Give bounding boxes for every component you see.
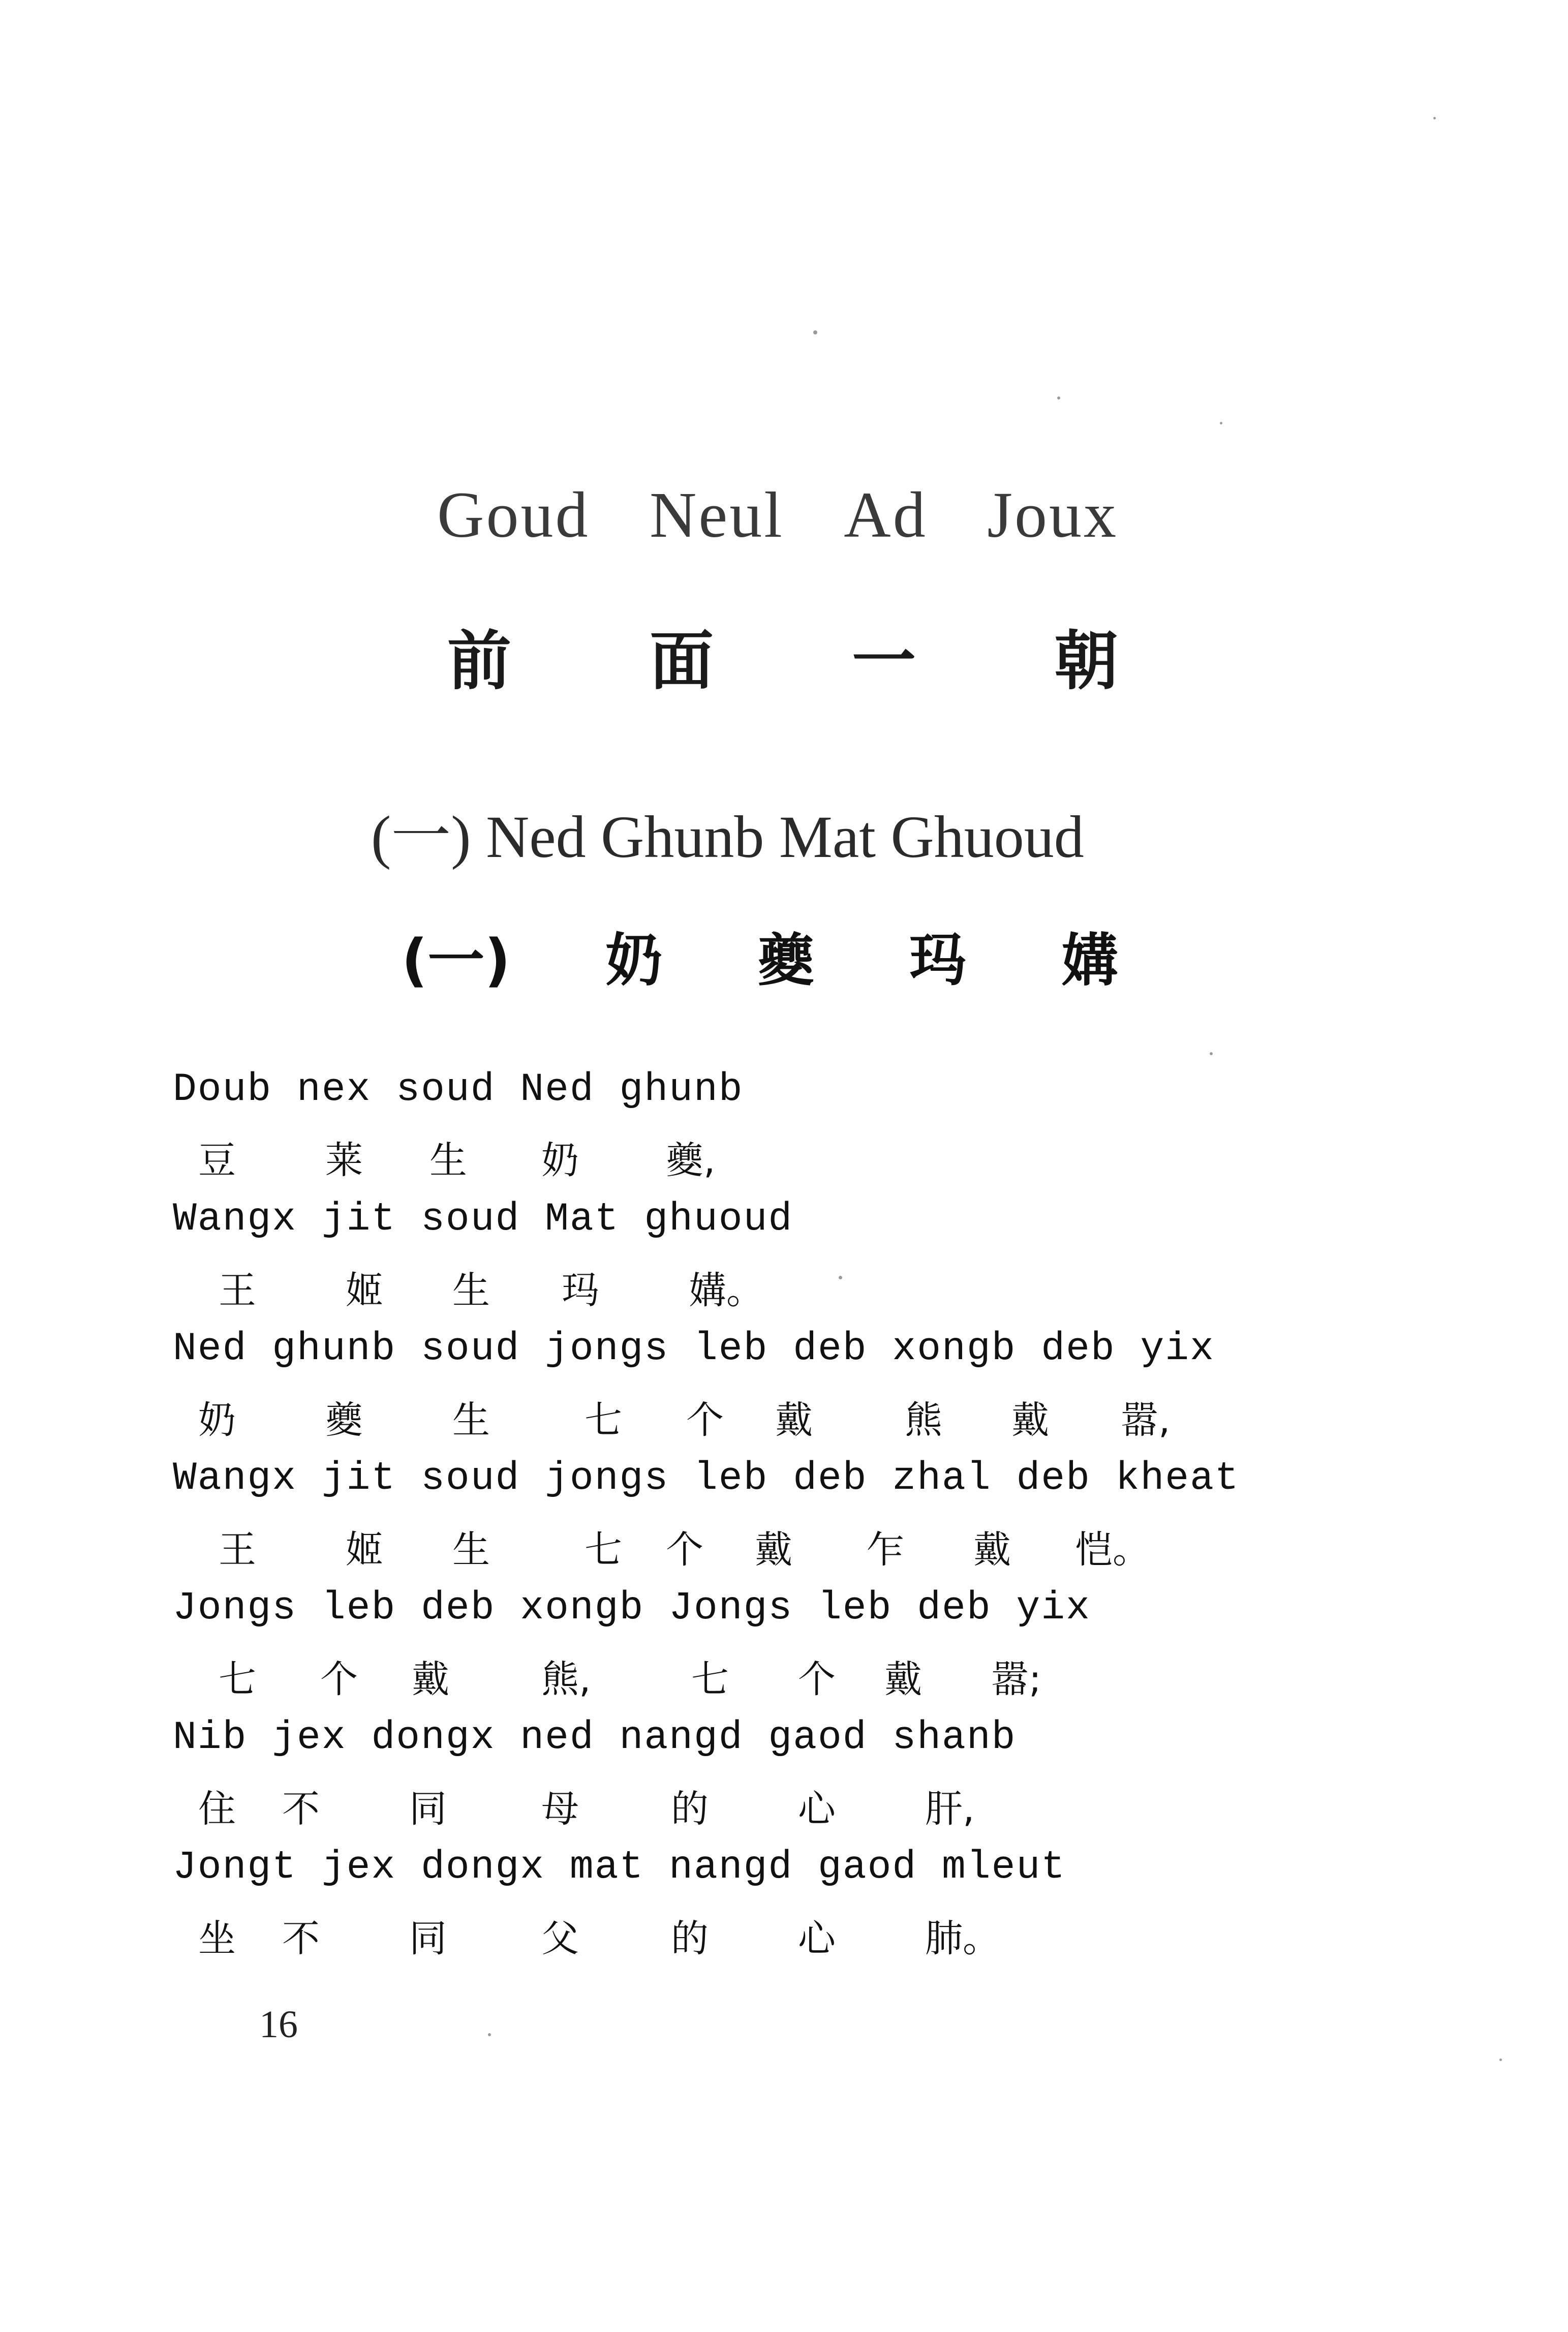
poem-latin-line: Nib jex dongx ned nangd gaod shanb bbox=[173, 1715, 1017, 1760]
poem-chinese-char: 嚣, bbox=[1121, 1398, 1171, 1442]
poem-chinese-char: 媾。 bbox=[689, 1269, 764, 1312]
poem-latin-line: Wangx jit soud jongs leb deb zhal deb kheat bbox=[173, 1456, 1240, 1501]
scan-speck bbox=[1210, 1052, 1213, 1055]
poem-chinese-char: 生 bbox=[429, 1139, 467, 1182]
poem-chinese-char: 坐 bbox=[198, 1917, 236, 1960]
scan-speck bbox=[1220, 422, 1222, 424]
chinese-title-char: 一 bbox=[852, 624, 916, 698]
poem-chinese-char: 夔, bbox=[666, 1139, 716, 1182]
page-number: 16 bbox=[259, 2003, 298, 2046]
poem-chinese-char: 王 bbox=[219, 1528, 256, 1572]
poem-chinese-char: 王 bbox=[219, 1269, 256, 1312]
poem-chinese-char: 熊 bbox=[905, 1398, 942, 1442]
poem-chinese-char: 心 bbox=[798, 1917, 836, 1960]
scan-speck bbox=[488, 2033, 491, 2036]
poem-chinese-char: 个 bbox=[666, 1528, 703, 1572]
poem-chinese-char: 不 bbox=[282, 1787, 320, 1831]
poem-chinese-char: 个 bbox=[686, 1398, 724, 1442]
chinese-title-char: 朝 bbox=[1054, 624, 1118, 698]
latin-title-word: Joux bbox=[987, 479, 1118, 551]
chinese-section-char: 玛 bbox=[909, 928, 967, 994]
poem-latin-line: Wangx jit soud Mat ghuoud bbox=[173, 1197, 793, 1242]
chinese-section-char: 媾 bbox=[1061, 928, 1118, 994]
poem-chinese-char: 同 bbox=[409, 1787, 447, 1831]
chinese-title-char: 面 bbox=[650, 624, 714, 698]
chinese-section-char: 奶 bbox=[605, 928, 663, 994]
poem-chinese-char: 姬 bbox=[346, 1528, 383, 1572]
scan-speck bbox=[839, 1276, 842, 1279]
poem-chinese-char: 生 bbox=[452, 1528, 490, 1572]
poem-chinese-char: 夔 bbox=[325, 1398, 363, 1442]
poem-chinese-char: 嚣; bbox=[991, 1658, 1041, 1701]
poem-chinese-char: 七 bbox=[585, 1528, 622, 1572]
poem-chinese-char: 的 bbox=[671, 1787, 709, 1831]
poem-chinese-char: 不 bbox=[282, 1917, 320, 1960]
poem-chinese-char: 戴 bbox=[973, 1528, 1011, 1572]
scan-speck bbox=[1057, 396, 1060, 400]
poem-chinese-char: 个 bbox=[798, 1658, 836, 1701]
scan-speck bbox=[813, 330, 817, 334]
poem-chinese-char: 肺。 bbox=[925, 1917, 1000, 1960]
poem-chinese-char: 母 bbox=[541, 1787, 579, 1831]
poem-chinese-char: 奶 bbox=[541, 1139, 579, 1182]
poem-chinese-char: 七 bbox=[691, 1658, 729, 1701]
poem-chinese-char: 七 bbox=[585, 1398, 622, 1442]
poem-chinese-char: 熊, bbox=[541, 1658, 591, 1701]
latin-title-word: Goud bbox=[437, 479, 590, 551]
poem-chinese-char: 豆 bbox=[198, 1139, 236, 1182]
chinese-section-heading bbox=[402, 915, 1118, 997]
poem-chinese-char: 生 bbox=[452, 1398, 490, 1442]
poem-chinese-char: 七 bbox=[219, 1658, 256, 1701]
poem-chinese-char: 姬 bbox=[346, 1269, 383, 1312]
poem-chinese-char: 个 bbox=[320, 1658, 358, 1701]
poem-chinese-char: 肝, bbox=[925, 1787, 975, 1831]
poem-latin-line: Ned ghunb soud jongs leb deb xongb deb yix bbox=[173, 1327, 1215, 1371]
latin-section-heading: (一) Ned Ghunb Mat Ghuoud bbox=[371, 804, 1084, 870]
latin-title-word: Neul bbox=[649, 479, 784, 551]
latin-title-word: Ad bbox=[844, 479, 928, 551]
poem-chinese-char: 乍 bbox=[867, 1528, 904, 1572]
poem-latin-line: Doub nex soud Ned ghunb bbox=[173, 1067, 744, 1112]
poem-chinese-char: 父 bbox=[541, 1917, 579, 1960]
latin-title bbox=[437, 478, 1118, 553]
poem-latin-line: Jongs leb deb xongb Jongs leb deb yix bbox=[173, 1586, 1091, 1631]
chinese-section-char: 夔 bbox=[757, 928, 815, 994]
poem-chinese-char: 戴 bbox=[1011, 1398, 1049, 1442]
poem-chinese-char: 恺。 bbox=[1075, 1528, 1150, 1572]
poem-chinese-char: 莱 bbox=[325, 1139, 363, 1182]
scan-speck bbox=[1499, 2059, 1502, 2061]
poem-chinese-char: 戴 bbox=[775, 1398, 813, 1442]
poem-chinese-char: 奶 bbox=[198, 1398, 236, 1442]
poem-chinese-char: 心 bbox=[798, 1787, 836, 1831]
poem-chinese-char: 的 bbox=[671, 1917, 709, 1960]
chinese-title bbox=[447, 610, 1118, 702]
poem-latin-line: Jongt jex dongx mat nangd gaod mleut bbox=[173, 1845, 1066, 1890]
poem-chinese-char: 玛 bbox=[562, 1269, 599, 1312]
chinese-title-char: 前 bbox=[447, 624, 511, 698]
chinese-section-number: (一) bbox=[402, 928, 511, 994]
poem-chinese-char: 住 bbox=[198, 1787, 236, 1831]
poem-chinese-char: 戴 bbox=[884, 1658, 922, 1701]
scan-speck bbox=[1433, 117, 1436, 119]
poem-chinese-char: 戴 bbox=[412, 1658, 449, 1701]
poem-chinese-char: 戴 bbox=[755, 1528, 792, 1572]
poem-chinese-char: 同 bbox=[409, 1917, 447, 1960]
poem-chinese-char: 生 bbox=[452, 1269, 490, 1312]
